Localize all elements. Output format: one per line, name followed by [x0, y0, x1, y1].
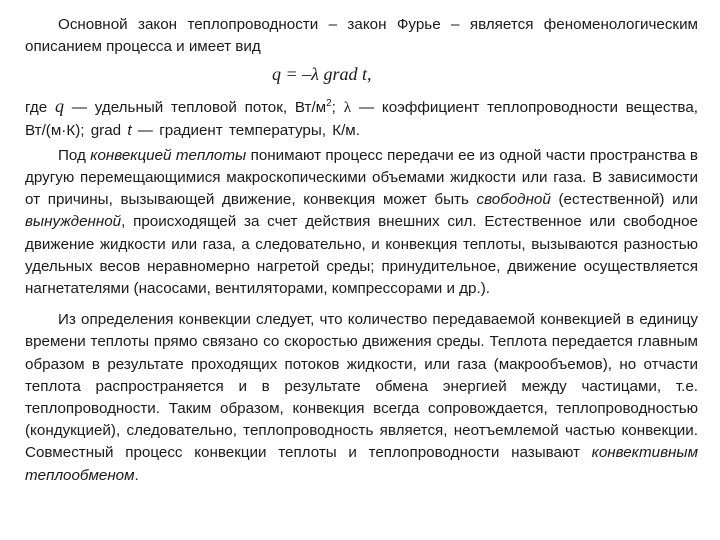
intro-text: Основной закон теплопроводности – закон Фурье – является феноменологическим описанием процесса и имеет вид — [25, 16, 698, 56]
formula-text: q = –λ grad t, — [272, 64, 372, 85]
forced-convection-term: вынужденной — [25, 213, 122, 231]
definition-paragraph — [25, 309, 698, 487]
separator: ; — [331, 99, 344, 117]
lambda-definition: — коэффициент теплопроводности вещества, Вт/(м·К); grad — [25, 99, 698, 139]
intro-paragraph — [25, 14, 698, 58]
t-definition: — градиент температуры, К/м. — [131, 121, 360, 139]
document-page — [25, 14, 698, 487]
definition-end: . — [134, 466, 139, 484]
fourier-law-formula — [25, 61, 698, 93]
convection-paragraph — [25, 145, 698, 300]
convective-heat-exchange-term: конвективным теплообменом — [25, 444, 698, 484]
where-paragraph — [25, 95, 698, 141]
lambda-symbol: λ — [343, 99, 352, 117]
q-symbol: q — [54, 96, 64, 117]
unit-exponent: 2 — [326, 98, 332, 110]
t-symbol: t — [127, 121, 132, 139]
convection-term: конвекцией теплоты — [90, 146, 247, 164]
convection-part1: Под — [58, 146, 91, 164]
free-convection-term: свободной — [476, 191, 551, 209]
q-definition: — удельный тепловой поток, Вт/м — [63, 99, 327, 117]
convection-part4: , происходящей за счет действия внешних сил. Естественное или свободное движение жидкости или газа, а следовательно, и конвекция теплоты, вызываются разностью удельных весов неравномерно нагретой среды; принудительное, движение осуществляется нагнетателями (насосами, вентиляторами, компрессорами и др.). — [25, 213, 698, 298]
where-lead: где — [25, 99, 55, 117]
convection-part3: (естественной) или — [550, 191, 698, 209]
convection-part2: понимают процесс передачи ее из одной части пространства в другую перемещающимися макроскопическими объемами жидкости или газа. В зависимости от причины, вызывающей движение, конвекция может быть — [25, 146, 698, 209]
definition-part1: Из определения конвекции следует, что количество передаваемой конвекцией в единицу времени теплоты прямо связано со скоростью движения среды. Теплота передается главным образом в результате проходящих потоков жидкости, или газа (макрообъемов), но отчасти теплота распространяется и в результате обмена энергией между частицами, т.е. теплопроводности. Таким образом, конвекция всегда сопровождается, теплопроводностью (кондукцией), следовательно, теплопроводность является, неотъемлемой частью конвекции. Совместный процесс конвекции теплоты и теплопроводности называют — [25, 311, 698, 462]
